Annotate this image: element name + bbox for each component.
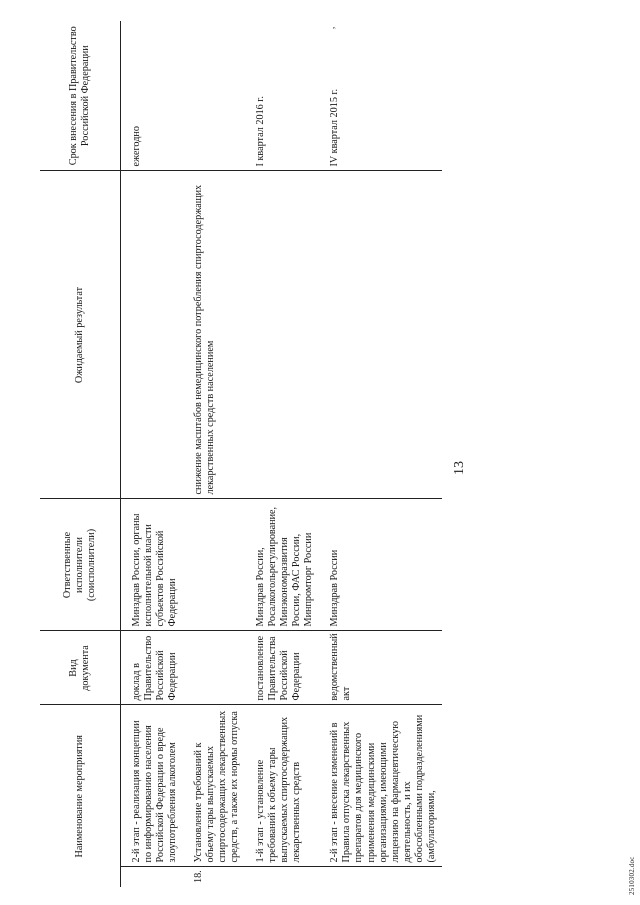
executors: Минздрав России	[327, 499, 441, 631]
header-executors: Ответственные исполнители (соисполнители)	[40, 499, 121, 631]
document-type	[191, 631, 245, 705]
header-document-type: Вид документа	[40, 631, 121, 705]
header-expected-result: Ожидаемый результат	[40, 171, 121, 499]
measure-name: Установление требований к объему тары выпускаемых спиртосодержащих лекарственных средств, а также их нормы отпуска	[191, 705, 245, 867]
executors: Минздрав России, органы исполнительной власти субъектов Российской Федерации	[129, 499, 183, 631]
expected-result	[327, 171, 441, 499]
measure-name: 2-й этап - реализация концепции по информированию населения Российской Федерации о вреде злоупотребления алкоголем	[129, 705, 183, 867]
table-spacer	[121, 21, 130, 887]
row-number: 18.	[193, 870, 205, 883]
deadline: I квартал 2016 г.	[253, 21, 319, 171]
document-type: постановление Правительства Российской Федерации	[253, 631, 319, 705]
document-type: ведомственный акт	[327, 631, 441, 705]
margin-mark: ,	[326, 26, 336, 29]
document-type: доклад в Правительство Российской Федерации	[129, 631, 183, 705]
deadline: IV квартал 2015 г.	[327, 21, 441, 171]
row-number	[253, 867, 319, 887]
expected-result: снижение масштабов немедицинского потребления спиртосодержащих лекарственных средств населением	[191, 171, 245, 499]
executors: Минздрав России, Росалкогольрегулирование, Минэкономразвития России, ФАС России, Минпромторг России	[253, 499, 319, 631]
header-deadline: Срок внесения в Правительство Российской Федерации	[40, 21, 121, 171]
deadline: ежегодно	[129, 21, 183, 171]
measure-name: 1-й этап - установление требований к объему тары выпускаемых спиртосодержащих лекарственных средств	[253, 705, 319, 867]
expected-result	[253, 171, 319, 499]
row-number	[129, 867, 183, 887]
table-row	[253, 21, 319, 887]
deadline	[191, 21, 245, 171]
measures-table	[40, 21, 442, 887]
row-number	[327, 867, 441, 887]
measure-name: 2-й этап - внесение изменений в Правила отпуска лекарственных препаратов для медицинского применения медицинскими организациями, имеющими лицензию на фармацевтическую деятельность, и их обособленными подразделениями (амбулаториями,	[327, 705, 441, 867]
executors	[191, 499, 245, 631]
table-spacer	[183, 21, 191, 887]
table-spacer	[245, 21, 253, 887]
table-header-row	[40, 21, 121, 887]
table-row	[129, 21, 183, 887]
table-row	[327, 21, 441, 887]
document-file-reference: 2510302.doc	[628, 856, 636, 895]
page-number: 13	[452, 461, 467, 475]
table-spacer	[319, 21, 327, 887]
header-measure-name: Наименование мероприятия	[40, 705, 121, 887]
expected-result	[129, 171, 183, 499]
table-row	[191, 21, 245, 887]
